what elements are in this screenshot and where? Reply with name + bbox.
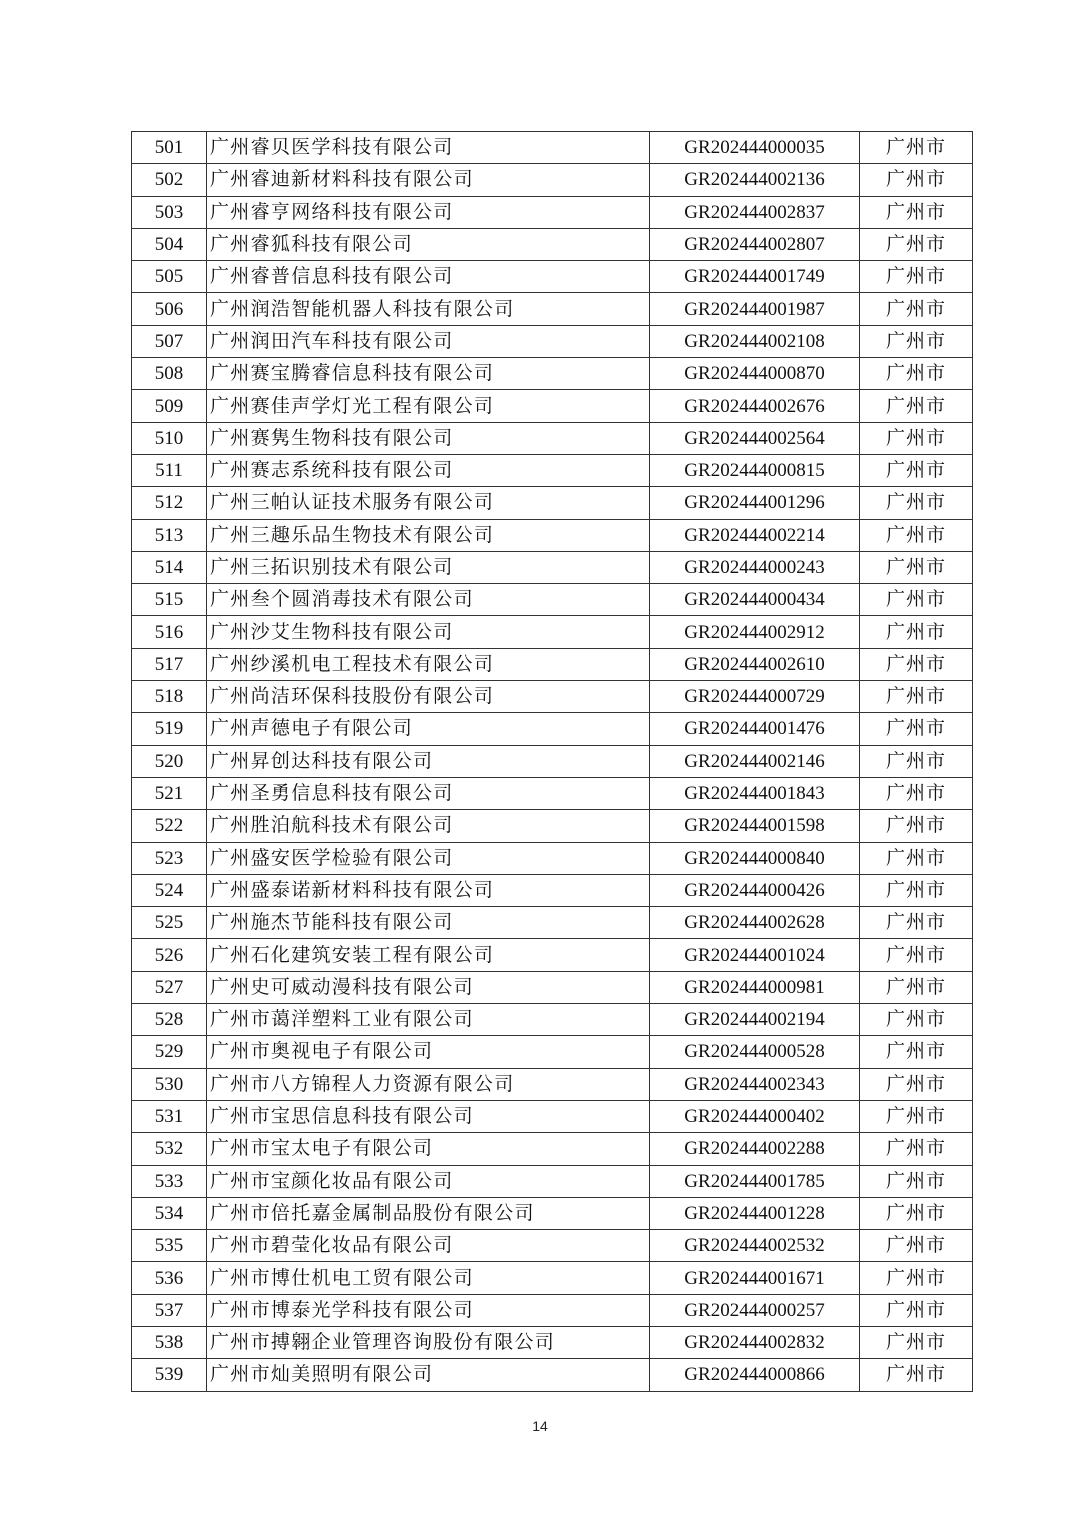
table-row — [132, 358, 973, 390]
company-name-cell: 广州石化建筑安装工程有限公司 — [207, 939, 650, 971]
city-cell: 广州市 — [860, 1004, 973, 1036]
row-number-cell: 507 — [132, 325, 207, 357]
city-cell: 广州市 — [860, 1326, 973, 1358]
city-cell: 广州市 — [860, 261, 973, 293]
row-number-cell: 503 — [132, 196, 207, 228]
certificate-number-cell: GR202444002194 — [650, 1004, 860, 1036]
company-name-cell: 广州市蔼洋塑料工业有限公司 — [207, 1004, 650, 1036]
row-number-cell: 528 — [132, 1004, 207, 1036]
table-row — [132, 616, 973, 648]
table-row — [132, 584, 973, 616]
row-number-cell: 538 — [132, 1326, 207, 1358]
certificate-number-cell: GR202444002676 — [650, 390, 860, 422]
row-number-cell: 521 — [132, 777, 207, 809]
row-number-cell: 505 — [132, 261, 207, 293]
table-row — [132, 648, 973, 680]
row-number-cell: 519 — [132, 713, 207, 745]
table-row — [132, 164, 973, 196]
certificate-number-cell: GR202444000402 — [650, 1100, 860, 1132]
city-cell: 广州市 — [860, 551, 973, 583]
certificate-number-cell: GR202444000840 — [650, 842, 860, 874]
city-cell: 广州市 — [860, 422, 973, 454]
city-cell: 广州市 — [860, 196, 973, 228]
row-number-cell: 510 — [132, 422, 207, 454]
city-cell: 广州市 — [860, 1197, 973, 1229]
certificate-number-cell: GR202444000981 — [650, 971, 860, 1003]
certificate-number-cell: GR202444001671 — [650, 1262, 860, 1294]
certificate-number-cell: GR202444001024 — [650, 939, 860, 971]
row-number-cell: 517 — [132, 648, 207, 680]
certificate-number-cell: GR202444002912 — [650, 616, 860, 648]
certificate-number-cell: GR202444000243 — [650, 551, 860, 583]
certificate-number-cell: GR202444002343 — [650, 1068, 860, 1100]
company-name-cell: 广州沙艾生物科技有限公司 — [207, 616, 650, 648]
city-cell: 广州市 — [860, 939, 973, 971]
table-row — [132, 551, 973, 583]
city-cell: 广州市 — [860, 1068, 973, 1100]
company-name-cell: 广州史可威动漫科技有限公司 — [207, 971, 650, 1003]
row-number-cell: 526 — [132, 939, 207, 971]
city-cell: 广州市 — [860, 713, 973, 745]
company-name-cell: 广州市博仕机电工贸有限公司 — [207, 1262, 650, 1294]
table-row — [132, 228, 973, 260]
row-number-cell: 533 — [132, 1165, 207, 1197]
row-number-cell: 539 — [132, 1359, 207, 1391]
company-name-cell: 广州圣勇信息科技有限公司 — [207, 777, 650, 809]
company-name-cell: 广州市宝太电子有限公司 — [207, 1133, 650, 1165]
city-cell: 广州市 — [860, 1230, 973, 1262]
row-number-cell: 523 — [132, 842, 207, 874]
row-number-cell: 522 — [132, 810, 207, 842]
company-name-cell: 广州叁个圆消毒技术有限公司 — [207, 584, 650, 616]
certificate-number-cell: GR202444000434 — [650, 584, 860, 616]
table-row — [132, 1068, 973, 1100]
city-cell: 广州市 — [860, 390, 973, 422]
city-cell: 广州市 — [860, 1262, 973, 1294]
table-row — [132, 1294, 973, 1326]
table-row — [132, 1004, 973, 1036]
row-number-cell: 512 — [132, 487, 207, 519]
company-name-cell: 广州睿贝医学科技有限公司 — [207, 132, 650, 164]
city-cell: 广州市 — [860, 164, 973, 196]
row-number-cell: 516 — [132, 616, 207, 648]
row-number-cell: 513 — [132, 519, 207, 551]
city-cell: 广州市 — [860, 810, 973, 842]
certificate-number-cell: GR202444000257 — [650, 1294, 860, 1326]
company-name-cell: 广州市碧莹化妆品有限公司 — [207, 1230, 650, 1262]
row-number-cell: 509 — [132, 390, 207, 422]
certificate-number-cell: GR202444000866 — [650, 1359, 860, 1391]
certificate-number-cell: GR202444000729 — [650, 681, 860, 713]
company-name-cell: 广州赛佳声学灯光工程有限公司 — [207, 390, 650, 422]
certificate-number-cell: GR202444002832 — [650, 1326, 860, 1358]
company-name-cell: 广州市灿美照明有限公司 — [207, 1359, 650, 1391]
company-name-cell: 广州施杰节能科技有限公司 — [207, 907, 650, 939]
company-name-cell: 广州睿迪新材料科技有限公司 — [207, 164, 650, 196]
company-name-cell: 广州市搏翱企业管理咨询股份有限公司 — [207, 1326, 650, 1358]
city-cell: 广州市 — [860, 132, 973, 164]
city-cell: 广州市 — [860, 293, 973, 325]
city-cell: 广州市 — [860, 1133, 973, 1165]
certificate-number-cell: GR202444002136 — [650, 164, 860, 196]
company-name-cell: 广州盛泰诺新材料科技有限公司 — [207, 874, 650, 906]
table-row — [132, 745, 973, 777]
certificate-number-cell: GR202444001598 — [650, 810, 860, 842]
company-name-cell: 广州尚洁环保科技股份有限公司 — [207, 681, 650, 713]
certificate-number-cell: GR202444001843 — [650, 777, 860, 809]
city-cell: 广州市 — [860, 907, 973, 939]
row-number-cell: 529 — [132, 1036, 207, 1068]
city-cell: 广州市 — [860, 1294, 973, 1326]
row-number-cell: 534 — [132, 1197, 207, 1229]
table-row — [132, 777, 973, 809]
row-number-cell: 524 — [132, 874, 207, 906]
row-number-cell: 501 — [132, 132, 207, 164]
company-name-cell: 广州三趣乐品生物技术有限公司 — [207, 519, 650, 551]
city-cell: 广州市 — [860, 584, 973, 616]
table-row — [132, 1165, 973, 1197]
table-row — [132, 842, 973, 874]
row-number-cell: 518 — [132, 681, 207, 713]
row-number-cell: 525 — [132, 907, 207, 939]
table-row — [132, 681, 973, 713]
table-row — [132, 939, 973, 971]
table-row — [132, 1326, 973, 1358]
city-cell: 广州市 — [860, 325, 973, 357]
city-cell: 广州市 — [860, 1036, 973, 1068]
certificate-number-cell: GR202444001749 — [650, 261, 860, 293]
enterprise-list-table — [131, 131, 973, 1392]
city-cell: 广州市 — [860, 1359, 973, 1391]
table-row — [132, 293, 973, 325]
table-row — [132, 971, 973, 1003]
company-name-cell: 广州声德电子有限公司 — [207, 713, 650, 745]
city-cell: 广州市 — [860, 842, 973, 874]
company-name-cell: 广州睿亨网络科技有限公司 — [207, 196, 650, 228]
city-cell: 广州市 — [860, 1100, 973, 1132]
city-cell: 广州市 — [860, 358, 973, 390]
company-name-cell: 广州润浩智能机器人科技有限公司 — [207, 293, 650, 325]
row-number-cell: 536 — [132, 1262, 207, 1294]
certificate-number-cell: GR202444001296 — [650, 487, 860, 519]
table-row — [132, 1133, 973, 1165]
certificate-number-cell: GR202444002628 — [650, 907, 860, 939]
table-row — [132, 1262, 973, 1294]
certificate-number-cell: GR202444002837 — [650, 196, 860, 228]
company-name-cell: 广州睿普信息科技有限公司 — [207, 261, 650, 293]
row-number-cell: 527 — [132, 971, 207, 1003]
table-row — [132, 1036, 973, 1068]
table-row — [132, 422, 973, 454]
company-name-cell: 广州胜泊航科技术有限公司 — [207, 810, 650, 842]
certificate-number-cell: GR202444001987 — [650, 293, 860, 325]
certificate-number-cell: GR202444001785 — [650, 1165, 860, 1197]
company-name-cell: 广州市宝颜化妆品有限公司 — [207, 1165, 650, 1197]
row-number-cell: 520 — [132, 745, 207, 777]
certificate-number-cell: GR202444002532 — [650, 1230, 860, 1262]
row-number-cell: 537 — [132, 1294, 207, 1326]
table-row — [132, 454, 973, 486]
table-row — [132, 874, 973, 906]
table-row — [132, 1230, 973, 1262]
table-row — [132, 907, 973, 939]
certificate-number-cell: GR202444002564 — [650, 422, 860, 454]
city-cell: 广州市 — [860, 777, 973, 809]
city-cell: 广州市 — [860, 228, 973, 260]
certificate-number-cell: GR202444000426 — [650, 874, 860, 906]
company-name-cell: 广州润田汽车科技有限公司 — [207, 325, 650, 357]
company-name-cell: 广州市博泰光学科技有限公司 — [207, 1294, 650, 1326]
city-cell: 广州市 — [860, 519, 973, 551]
city-cell: 广州市 — [860, 454, 973, 486]
table-row — [132, 390, 973, 422]
table-row — [132, 261, 973, 293]
company-name-cell: 广州赛宝腾睿信息科技有限公司 — [207, 358, 650, 390]
table-row — [132, 810, 973, 842]
company-name-cell: 广州三拓识别技术有限公司 — [207, 551, 650, 583]
company-name-cell: 广州市宝思信息科技有限公司 — [207, 1100, 650, 1132]
row-number-cell: 515 — [132, 584, 207, 616]
city-cell: 广州市 — [860, 648, 973, 680]
company-name-cell: 广州赛志系统科技有限公司 — [207, 454, 650, 486]
page-number: 14 — [532, 1418, 548, 1434]
city-cell: 广州市 — [860, 616, 973, 648]
table-row — [132, 519, 973, 551]
table-row — [132, 1100, 973, 1132]
row-number-cell: 535 — [132, 1230, 207, 1262]
certificate-number-cell: GR202444000870 — [650, 358, 860, 390]
company-name-cell: 广州盛安医学检验有限公司 — [207, 842, 650, 874]
company-name-cell: 广州纱溪机电工程技术有限公司 — [207, 648, 650, 680]
row-number-cell: 502 — [132, 164, 207, 196]
certificate-number-cell: GR202444001228 — [650, 1197, 860, 1229]
company-name-cell: 广州睿狐科技有限公司 — [207, 228, 650, 260]
table-row — [132, 132, 973, 164]
company-name-cell: 广州昇创达科技有限公司 — [207, 745, 650, 777]
row-number-cell: 514 — [132, 551, 207, 583]
city-cell: 广州市 — [860, 745, 973, 777]
table-row — [132, 487, 973, 519]
row-number-cell: 531 — [132, 1100, 207, 1132]
table-body — [132, 132, 973, 1392]
certificate-number-cell: GR202444000815 — [650, 454, 860, 486]
table-row — [132, 196, 973, 228]
certificate-number-cell: GR202444002108 — [650, 325, 860, 357]
certificate-number-cell: GR202444000035 — [650, 132, 860, 164]
table-row — [132, 1359, 973, 1391]
certificate-number-cell: GR202444002610 — [650, 648, 860, 680]
row-number-cell: 530 — [132, 1068, 207, 1100]
table-row — [132, 713, 973, 745]
company-name-cell: 广州市倍托嘉金属制品股份有限公司 — [207, 1197, 650, 1229]
row-number-cell: 532 — [132, 1133, 207, 1165]
row-number-cell: 504 — [132, 228, 207, 260]
company-name-cell: 广州市八方锦程人力资源有限公司 — [207, 1068, 650, 1100]
row-number-cell: 508 — [132, 358, 207, 390]
company-name-cell: 广州三帕认证技术服务有限公司 — [207, 487, 650, 519]
city-cell: 广州市 — [860, 487, 973, 519]
company-name-cell: 广州市奥视电子有限公司 — [207, 1036, 650, 1068]
city-cell: 广州市 — [860, 874, 973, 906]
row-number-cell: 511 — [132, 454, 207, 486]
certificate-number-cell: GR202444002146 — [650, 745, 860, 777]
certificate-number-cell: GR202444000528 — [650, 1036, 860, 1068]
city-cell: 广州市 — [860, 681, 973, 713]
table-row — [132, 325, 973, 357]
city-cell: 广州市 — [860, 1165, 973, 1197]
city-cell: 广州市 — [860, 971, 973, 1003]
table-row — [132, 1197, 973, 1229]
certificate-number-cell: GR202444001476 — [650, 713, 860, 745]
row-number-cell: 506 — [132, 293, 207, 325]
certificate-number-cell: GR202444002288 — [650, 1133, 860, 1165]
certificate-number-cell: GR202444002807 — [650, 228, 860, 260]
company-name-cell: 广州赛隽生物科技有限公司 — [207, 422, 650, 454]
certificate-number-cell: GR202444002214 — [650, 519, 860, 551]
